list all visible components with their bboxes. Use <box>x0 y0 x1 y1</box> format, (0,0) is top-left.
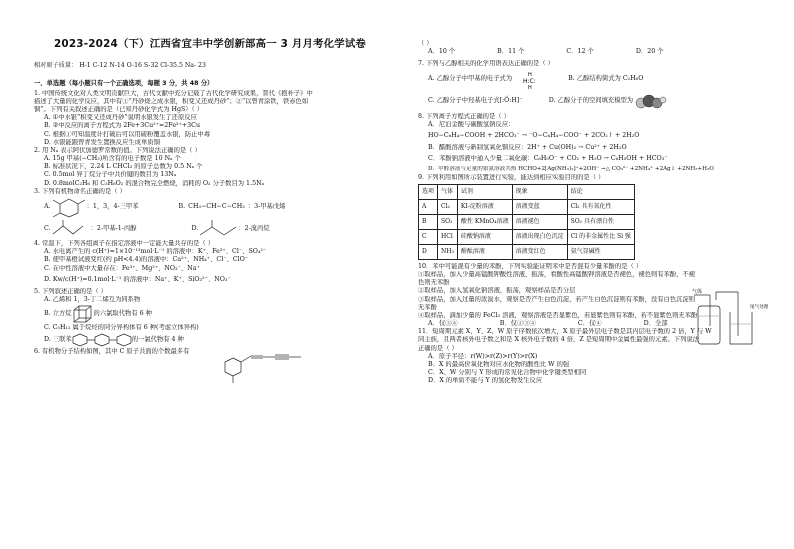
q4-option-c: C. 在中性溶液中大量存在：Fe³⁺、Mg²⁺、NO₃⁻、Na⁺ <box>44 264 200 272</box>
table-row <box>419 214 635 229</box>
table-cell: 硅酸钠溶液 <box>457 229 512 244</box>
cubane-structure <box>72 304 94 324</box>
q9-apparatus-diagram <box>690 286 768 346</box>
svg-text:H: H <box>528 84 532 90</box>
q2-option-a: A. 15g 甲基(−CH₃)所含有的电子数是 10 Nₐ 个 <box>44 155 181 163</box>
q7-stem: 7. 下列与乙醇相关的化学用语表达正确的是（ ） <box>418 60 554 68</box>
q10-item: ①取样品，加入少量高锰酸钾酸性溶液，振荡，看酸性高锰酸钾溶液是否褪色，褪色则有苯酚，不褪 <box>418 270 696 278</box>
table-cell: 酸性 KMnO₄溶液 <box>457 214 512 229</box>
q11-option-a: A．原子半径：r(W)>r(Z)>r(Y)>r(X) <box>428 352 538 360</box>
q10-item: ②取样品，加入氢氧化钠溶液，振荡，观察样品是否分层 <box>418 287 576 295</box>
q7-option-b: B. 乙醇结构简式为 C₂H₆O <box>568 75 644 83</box>
q11-stem: 同主族，且两者核外电子数之和是 X 核外电子数的 4 倍，Z 是短周期中金属性最强的元素。下列说法 <box>418 336 700 344</box>
bromopropane-structure <box>198 219 238 239</box>
svg-text:H: H <box>528 71 532 78</box>
table-cell: B <box>419 214 438 229</box>
q3-option-a-name: ：1，3，4-三甲苯 <box>86 202 139 210</box>
q3-option-c-label: C. <box>44 224 51 232</box>
q4-stem: 4. 常温下，下列各组离子在指定溶液中一定能大量共存的是（ ） <box>34 239 215 247</box>
table-header-row <box>419 184 635 199</box>
q7-option-a: A. 乙醇分子中甲基的电子式为 <box>428 75 513 83</box>
q1-option-b: B. ②中反应的离子方程式为 2Fe+3Cu²⁺=2Fe³⁺+3Cu <box>44 122 201 130</box>
trimethylbenzene-structure <box>51 196 87 218</box>
q7-option-c: C. 乙醇分子中羟基电子式[:Ö:H]⁻ <box>428 97 523 105</box>
table-row <box>419 199 635 214</box>
table-cell: D <box>419 244 438 259</box>
q7-option-d: D. 乙醇分子的空间填充模型为 <box>548 97 634 105</box>
section-heading: 一、单选题（每小题只有一个正确选项，每题 3 分，共 48 分） <box>34 79 214 87</box>
question-1 <box>34 90 400 147</box>
table-cell: 溶液出现白色沉淀 <box>512 229 567 244</box>
q8-option-d: D．甲醛溶液与足量的银氨溶液共热 HCHO+2[Ag(NH₃)₂]⁺+2OH⁻ →△ CO₃²⁻ +2NH₄⁺ +2Ag↓ +2NH₃+H₂O <box>428 166 714 173</box>
q4-option-d: D. Kw/c(H⁺)=0.1mol·L⁻¹ 的溶液中：Na⁺、K⁺、SiO₃²⁻、NO₃⁻ <box>44 275 231 283</box>
q2-option-b: B. 标准状况下，2.24 L CHCl₃ 的原子总数为 0.5 Nₐ 个 <box>44 163 203 171</box>
q1-line: 铜”。下列有关叙述正确的是（已知丹砂化学式为 HgS）（ ） <box>34 106 204 114</box>
q1-option-c: C. 根据①可知温度计打破后可以用硫粉覆盖水银，防止中毒 <box>44 130 211 138</box>
q3-option-b-name: ：3-甲基戊烯 <box>247 202 286 210</box>
q3-option-c-name: ：2-甲基-1-丙醇 <box>90 224 137 232</box>
left-column <box>34 38 400 384</box>
q2-option-d: D. 0.8molC₂H₆ 和 C₃H₆O₂ 的混合物完全燃烧，消耗的 O₂ 分子数目为 1.5Nₐ <box>44 179 265 187</box>
q8-option-c: C．苯酚钠溶液中通入少量二氧化碳：C₆H₅O⁻ + CO₂ + H₂O → C₆H₅OH + HCO₃⁻ <box>428 155 668 163</box>
svg-text:H:C:: H:C: <box>523 77 536 85</box>
table-cell: SO₂ 具有漂白性 <box>567 214 634 229</box>
q6-bracket: （ ） <box>418 40 433 47</box>
table-cell: C <box>419 229 438 244</box>
table-row <box>419 229 635 244</box>
q4-option-a: A. 水电离产生的 c(H⁺)=1×10⁻¹³mol·L⁻¹ 的溶液中：K⁺、Fe³⁺、Cl⁻、SO₄²⁻ <box>44 248 267 256</box>
q10-option-d: D．全部 <box>643 320 668 328</box>
q8-stem: 8. 下列离子方程式正确的是（ ） <box>418 112 510 120</box>
q5-option-c: C. C₅H₁₂ 属于烷烃的同分异构体有 6 种(考虑立体异构) <box>44 324 199 332</box>
q5-stem: 5. 下列叙述正确的是（ ） <box>34 287 107 295</box>
table-cell: NH₃ <box>438 244 458 259</box>
q5-option-d-text: 的一氯代物有 4 种 <box>131 336 184 344</box>
q3-option-b-formula: CH₃−CH−C−CH₃ <box>188 202 245 210</box>
terphenyl-structure <box>72 333 132 347</box>
q1-option-a: A. ①中水银“积变又还成丹砂”说明水银发生了还原反应 <box>44 114 197 122</box>
q11-option-d: D．X 的单质不能与 Y 的氢化物发生反应 <box>428 377 543 385</box>
q6-stem: 6. 有机物分子结构如图，其中 C 原子共面的个数最多有 <box>34 348 190 356</box>
gas-inlet-label: 气体 <box>692 289 703 295</box>
table-cell: Cl 的非金属性比 Si 强 <box>567 229 634 244</box>
q3-option-a-label: A. <box>44 202 51 210</box>
table-cell: SO₂ <box>438 214 458 229</box>
q8-option-a: A．尼泊金酸与碳酸氢钠反应： <box>428 120 515 128</box>
q1-line: 1. 中国传统文化对人类文明贡献巨大，古代文献中充分记载了古代化学研究成果，晋代《抱朴子》中 <box>34 89 313 97</box>
q5-option-b-label: B. 立方烷 <box>44 310 72 318</box>
q5-option-d-label: D. 三联苯 <box>44 336 72 344</box>
q11-stem: 正确的是（ ） <box>418 344 458 352</box>
q6-option-a: A．10 个 <box>428 48 456 56</box>
atomic-masses: 相对原子质量： H-1 C-12 N-14 O-16 S-32 Cl-35.5 Na- 23 <box>34 61 206 69</box>
q3-stem: 3. 下列有机物命名正确的是（ ） <box>34 187 126 195</box>
q6-option-c: C．12 个 <box>566 48 594 56</box>
tail-gas-label: 尾气处理 <box>750 305 768 310</box>
table-header-cell: 选项 <box>419 184 438 199</box>
q6-options <box>418 48 768 56</box>
q11-option-b: B．X 的最高价氧化物对应水化物的酸性比 W 的强 <box>428 360 570 368</box>
q10-option-c: C．仅④ <box>577 320 602 328</box>
q10-stem: 10．苯中可能混有少量的苯酚，下列实验能证明苯中是否混有少量苯酚的是（ ） <box>418 262 643 270</box>
table-cell: Cl₂ 具有氧化性 <box>567 199 634 214</box>
table-row <box>419 244 635 259</box>
q2-stem: 2. 用 Nₐ 表示阿伏加德罗常数的值。下列说法正确的是（ ） <box>34 146 201 154</box>
q5-option-a: A. 乙烯和 1，3-丁二烯互为同系物 <box>44 296 141 304</box>
table-cell: KI-淀粉溶液 <box>457 199 512 214</box>
q3-option-d-name: ：2-溴丙烷 <box>238 224 270 232</box>
table-cell: 溶液变红色 <box>512 244 567 259</box>
q11-option-c: C．X、W 分别与 Y 形成的常见化合物中化学键类型相同 <box>428 369 587 377</box>
space-filling-model <box>633 92 667 112</box>
table-header-cell: 试剂 <box>457 184 512 199</box>
table-cell: Cl₂ <box>438 199 458 214</box>
question-2 <box>34 147 400 188</box>
q1-option-d: D. 水银能跟曾青发生置换反应生成单质铜 <box>44 138 160 146</box>
q10-option-a: A．仅③④ <box>428 320 458 328</box>
table-header-cell: 结论 <box>567 184 634 199</box>
table-header-cell: 气体 <box>438 184 458 199</box>
table-header-cell: 现象 <box>512 184 567 199</box>
q11-stem: 11．短周期元素 X、Y、Z、W 原子序数依次增大，X 原子最外层电子数是其内层电子数的 2 倍，Y 与 W <box>418 328 712 336</box>
q10-item: 无苯酚 <box>418 303 437 311</box>
question-9 <box>418 174 768 260</box>
table-cell: 酚酞溶液 <box>457 244 512 259</box>
q6-option-b: B．11 个 <box>497 48 525 56</box>
q10-item: ③取样品，加入过量的浓溴水，观察是否产生白色沉淀，若产生白色沉淀则有苯酚，没有白色沉淀则 <box>418 295 696 303</box>
q2-option-c: C. 0.5mol 异丁烷分子中共价键的数目为 13Nₐ <box>44 171 177 179</box>
q3-option-b-label: B. <box>178 202 186 210</box>
question-4 <box>34 240 400 284</box>
exam-title: 2023-2024（下）江西省宜丰中学创新部高一 3 月月考化学试卷 <box>54 38 367 50</box>
q3-option-d-label: D. <box>191 224 199 232</box>
q9-stem: 9. 下列利用如图所示装置进行实验，能达到相应实验目的的是（ ） <box>418 173 605 181</box>
q4-option-b: B. 使甲基橙试液变红(约 pH<4.4)的溶液中：Ca²⁺、NH₄⁺、Cl⁻、ClO⁻ <box>44 256 249 264</box>
table-cell: 溶液褪色 <box>512 214 567 229</box>
q1-line: 描述了大量的化学反应，其中有①“丹砂烧之成水银，积变又还成丹砂”；②“以曾青涂铁，铁赤色如 <box>34 97 309 105</box>
q10-option-b: B．仅①③④ <box>499 320 536 328</box>
question-7 <box>418 60 768 112</box>
q6-option-d: D．20 个 <box>635 48 664 56</box>
q6-molecule-structure <box>219 348 319 384</box>
table-cell: 溶液变蓝 <box>512 199 567 214</box>
question-8 <box>418 113 768 174</box>
q9-table <box>418 184 635 260</box>
table-cell: A <box>419 199 438 214</box>
q8-option-b: B．醋酸溶液与新制氢氧化铜反应：2H⁺ + Cu(OH)₂ → Cu²⁺ + 2H₂O <box>428 144 627 152</box>
methylpropanol-structure <box>51 220 91 238</box>
q10-item: 色则无苯酚 <box>418 279 450 287</box>
q10-item: ④取样品，滴加少量的 FeCl₃ 溶液，观察溶液是否显紫色，若显紫色则有苯酚，若不显紫色则无苯酚 <box>418 311 698 319</box>
question-5 <box>34 288 400 385</box>
q8-option-a-equation: HO−C₆H₄−COOH + 2HCO₃⁻ → ⁻O−C₆H₄−COO⁻ + 2CO₂↑ + 2H₂O <box>428 131 640 139</box>
q5-option-b-text: 的六氯取代物有 6 种 <box>93 310 152 318</box>
table-cell: HCl <box>438 229 458 244</box>
question-3 <box>34 188 400 240</box>
methyl-electron-formula <box>522 70 542 90</box>
table-cell: 氨气显碱性 <box>567 244 634 259</box>
